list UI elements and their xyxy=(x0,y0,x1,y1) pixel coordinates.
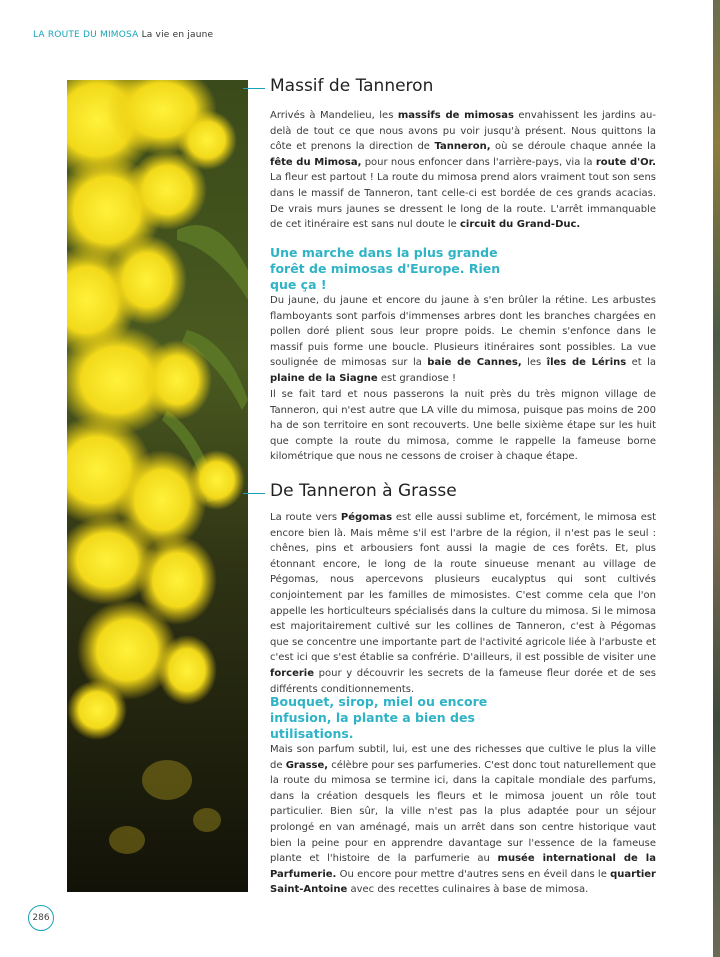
text-run: envahissent les jardins au-delà de tout ce que nous avons pu voir jusqu'à présent. Nous quittons la côte et prenons la direction de xyxy=(270,110,656,153)
emphasis: baie de Cannes, xyxy=(427,357,522,369)
emphasis: Pégomas xyxy=(340,512,393,523)
section-title: De Tanneron à Grasse xyxy=(270,481,457,501)
emphasis: quartier Saint-Antoine xyxy=(270,868,656,896)
text-run: La fleur est partout ! La route du mimosa prend alors vraiment tout son sens dans le massif de Tanneron, tant celle-ci est bordée de ces grands acacias. De vrais murs jaunes se dressent le long de la route. L'arrêt immanquable de cet itinéraire est sans nul doute le xyxy=(270,172,656,231)
section-rule xyxy=(243,493,265,494)
text-run: Arrivés à Mandelieu, les xyxy=(270,110,398,121)
pull-quote: Bouquet, sirop, miel ou encore infusion, la plante a bien des utilisations. xyxy=(270,694,488,741)
text-run: et la xyxy=(626,357,657,369)
page-number: 286 xyxy=(28,905,54,931)
emphasis: circuit du Grand-Duc. xyxy=(459,219,581,231)
section-title: Massif de Tanneron xyxy=(270,76,434,96)
running-head-chapter: La vie en jaune xyxy=(141,30,214,40)
emphasis: musée international de la Parfumerie. xyxy=(270,853,656,880)
text-run: où se déroule chaque année la xyxy=(490,141,656,153)
text-run: Mais son parfum subtil, lui, est une des richesses que cultive le plus la ville de xyxy=(270,744,656,771)
text-run: Il se fait tard et nous passerons la nuit près du très mignon village de Tanneron, qui n'est autre que LA ville du mimosa, puisque pas moins de 200 ha de son territoire en sont recouverts. Une belle sixième étape sur les huit que compte la route du mimosa, comme le rappelle la fameuse borne kilométrique que nous ne cessons de croiser à chaque étape. xyxy=(270,389,656,463)
paragraph xyxy=(270,293,656,387)
paragraph xyxy=(270,387,656,465)
emphasis: Tanneron, xyxy=(434,141,491,153)
running-head xyxy=(33,30,213,40)
text-run: est grandiose ! xyxy=(377,372,457,384)
text-run: célèbre pour ses parfumeries. C'est donc tout naturellement que la route du mimosa se termine ici, dans la capitale mondiale des parfums, dans la création desquels les fleurs et le mimosa jouent un rôle tout particulier. Bien sûr, la ville n'est pas la plus adaptée pour un séjour prolongé en van aménagé, mais un arrêt dans son centre historique vaut bien la peine pour en apprendre davantage sur l'essence de la fameuse plante et l'histoire de la parfumerie au xyxy=(270,759,656,865)
text-run: Ou encore pour mettre d'autres sens en éveil dans le xyxy=(336,868,611,880)
text-run: avec des recettes culinaires à base de mimosa. xyxy=(347,884,589,896)
text-run: est elle aussi sublime et, forcément, le mimosa est encore bien là. Mais même s'il est l'arbre de la région, il n'est pas le seul : chênes, pins et arbousiers font aussi la magie de ces forêts. Et, plus étonnant encore, le long de la route sinueuse menant au village de Pégomas, nous apercevons plusieurs eucalyptus qui sont cultivés conjointement par les familles de mimosistes. C'est comme cela que l'on appelle les horticulteurs spécialisés dans la culture du mimosa. Si le mimosa est majoritairement cultivé sur les collines de Tanneron, c'est à Pégomas que se concentre une importante part de l'activité agricole liée à l'arbuste et c'est ici que s'est établie sa confrérie. D'ailleurs, il est possible de visiter une xyxy=(270,512,656,664)
emphasis: forcerie xyxy=(270,667,315,679)
emphasis: Grasse, xyxy=(285,759,329,771)
paragraph xyxy=(270,108,656,233)
text-run: les xyxy=(521,357,547,369)
emphasis: massifs de mimosas xyxy=(397,110,514,121)
text-run: Du jaune, du jaune et encore du jaune à s'en brûler la rétine. Les arbustes flamboyants sont parfois d'immenses arbres dont les branches chargées en pollen doré plient sous leur propre poids. Le chemin s'enfonce dans le massif puis forme une boucle. Plusieurs itinéraires sont possibles. La vue soulignée de mimosas sur la xyxy=(270,295,656,369)
mimosa-photo xyxy=(67,80,248,892)
pull-quote: Une marche dans la plus grande forêt de mimosas d'Europe. Rien que ça ! xyxy=(270,245,501,292)
emphasis: plaine de la Siagne xyxy=(270,372,378,384)
emphasis: route d'Or. xyxy=(595,156,656,168)
emphasis: îles de Lérins xyxy=(546,357,627,369)
text-run: La route vers xyxy=(270,512,341,523)
section-rule xyxy=(243,88,265,89)
paragraph xyxy=(270,742,656,898)
running-head-book: LA ROUTE DU MIMOSA xyxy=(33,30,139,40)
emphasis: fête du Mimosa, xyxy=(270,156,362,168)
text-run: pour nous enfoncer dans l'arrière-pays, via la xyxy=(361,156,596,168)
next-page-edge xyxy=(713,0,720,957)
paragraph xyxy=(270,510,656,697)
text-run: pour y découvrir les secrets de la fameuse fleur dorée et de ses différents conditionnements. xyxy=(270,667,656,695)
